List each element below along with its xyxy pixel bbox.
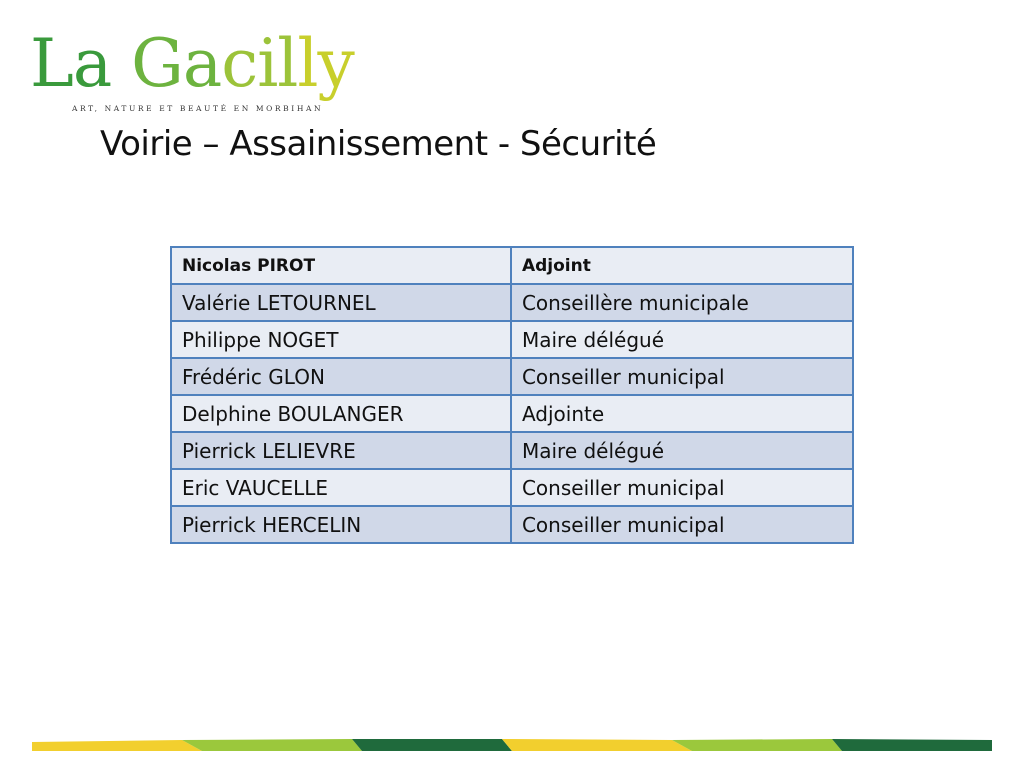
table-row <box>171 506 853 543</box>
member-name: Valérie LETOURNEL <box>171 284 511 321</box>
la-gacilly-logo <box>30 26 410 118</box>
member-role: Conseiller municipal <box>511 358 853 395</box>
footer-segment-dark-green <box>352 739 512 751</box>
logo-wordmark: La Gacilly <box>30 25 354 102</box>
member-name: Pierrick LELIEVRE <box>171 432 511 469</box>
member-name: Delphine BOULANGER <box>171 395 511 432</box>
table-row <box>171 321 853 358</box>
member-role: Adjoint <box>511 247 853 284</box>
footer-segment-light-green <box>182 739 362 751</box>
table-row <box>171 395 853 432</box>
member-name: Eric VAUCELLE <box>171 469 511 506</box>
member-role: Conseiller municipal <box>511 469 853 506</box>
member-name: Pierrick HERCELIN <box>171 506 511 543</box>
member-role: Maire délégué <box>511 321 853 358</box>
member-role: Adjointe <box>511 395 853 432</box>
member-name: Frédéric GLON <box>171 358 511 395</box>
footer-segment-dark-green <box>832 739 992 751</box>
member-role: Conseiller municipal <box>511 506 853 543</box>
table-row <box>171 358 853 395</box>
footer-segment-yellow <box>502 739 692 751</box>
table-row <box>171 469 853 506</box>
table-row <box>171 247 853 284</box>
table-row <box>171 284 853 321</box>
member-role: Maire délégué <box>511 432 853 469</box>
page-title: Voirie – Assainissement - Sécurité <box>100 124 657 164</box>
member-role: Conseillère municipale <box>511 284 853 321</box>
footer-stripe <box>32 737 992 753</box>
table-row <box>171 432 853 469</box>
member-name: Nicolas PIROT <box>171 247 511 284</box>
footer-segment-light-green <box>672 739 842 751</box>
logo-tagline: ART, NATURE ET BEAUTÉ EN MORBIHAN <box>72 104 324 113</box>
footer-segment-yellow <box>32 740 202 751</box>
member-name: Philippe NOGET <box>171 321 511 358</box>
members-table <box>170 246 854 544</box>
